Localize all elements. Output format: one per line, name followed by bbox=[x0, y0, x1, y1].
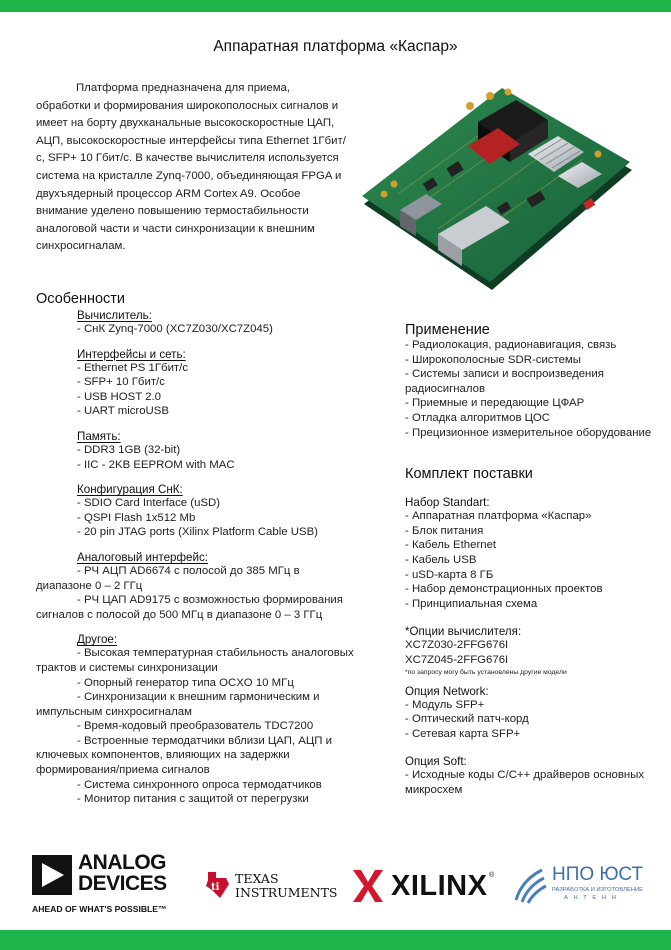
list-item: - Синхронизации к внешним гармоническим и импульсным синхросигналам bbox=[36, 691, 320, 718]
list-item: - SFP+ 10 Гбит/с bbox=[77, 376, 165, 389]
xilinx-x-icon bbox=[353, 870, 383, 902]
features-group-memory bbox=[36, 430, 356, 472]
xilinx-registered-mark: ® bbox=[489, 872, 495, 879]
list-item: - SDIO Card Interface (uSD) bbox=[77, 497, 221, 510]
list-item: - Приемные и передающие ЦФАР bbox=[405, 397, 585, 410]
list-item: - Время-кодовый преобразователь TDC7200 bbox=[77, 720, 314, 733]
features-section bbox=[36, 291, 356, 807]
intro-text: Платформа предназначена для приема, обработки и формирования широкополосных сигналов и имеет на борту двухканальные высокоскоростные ЦАП, АЦП, высокоскоростные интерфейсы типа Ethernet 1Гбит/с, SFP+ 10 Гбит/с. В качестве вычислителя используется система на кристалле Zynq-7000, объединяющая FPGA и двухъядерный процессор ARM Cortex A9. Особое внимание уделено повышению термостабильности аналоговой части и части синхронизации к внешним синхросигналам. bbox=[36, 82, 346, 253]
features-group-title: Интерфейсы и сеть: bbox=[77, 347, 186, 361]
list-item: - Кабель Ethernet bbox=[405, 539, 497, 552]
kit-standard-title: Набор Standart: bbox=[405, 496, 490, 510]
list-item: - Системы записи и воспроизведения радиосигналов bbox=[405, 368, 604, 395]
list-item: - Модуль SFP+ bbox=[405, 698, 485, 711]
features-heading: Особенности bbox=[36, 291, 126, 307]
analog-devices-tagline: AHEAD OF WHAT'S POSSIBLE™ bbox=[32, 904, 167, 914]
right-column bbox=[405, 322, 655, 797]
analog-devices-triangle-icon bbox=[32, 855, 72, 895]
kit-cpu-note: *по запросу могу быть установлены другие модели bbox=[405, 668, 567, 676]
list-item: - 20 pin JTAG ports (Xilinx Platform Cable USB) bbox=[77, 526, 318, 539]
bottom-accent-bar bbox=[0, 930, 671, 950]
features-group-other bbox=[36, 633, 356, 807]
features-group-interfaces bbox=[36, 348, 356, 419]
page-title: Аппаратная платформа «Каспар» bbox=[213, 38, 458, 55]
list-item: - Прецизионное измерительное оборудование bbox=[405, 426, 652, 439]
features-group-title: Конфигурация СнК: bbox=[77, 483, 183, 497]
list-item: - Блок питания bbox=[405, 524, 484, 537]
features-group-title: Аналоговый интерфейс: bbox=[77, 550, 208, 564]
features-group-title: Память: bbox=[77, 429, 121, 443]
top-accent-bar bbox=[0, 0, 671, 12]
kit-heading: Комплект поставки bbox=[405, 466, 533, 483]
analog-devices-line1: ANALOG bbox=[78, 851, 166, 874]
intro-paragraph bbox=[36, 80, 346, 256]
list-item: - UART microUSB bbox=[77, 405, 169, 418]
npo-yust-wordmark: НПО ЮСТ bbox=[552, 864, 644, 885]
list-item: - QSPI Flash 1x512 Mb bbox=[77, 511, 196, 524]
list-item: - Встроенные термодатчики вблизи ЦАП, АЦП и ключевых компонентов, влияющих на задержки формирования/приема сигналов bbox=[36, 734, 333, 777]
list-item: XC7Z030-2FFG676I bbox=[405, 639, 509, 652]
texas-instruments-logo bbox=[204, 868, 338, 904]
features-group-analog bbox=[36, 551, 356, 622]
list-item: - Оптический патч-корд bbox=[405, 713, 529, 726]
list-item: - Высокая температурная стабильность аналоговых трактов и системы синхронизации bbox=[36, 647, 354, 674]
svg-text:ti: ti bbox=[211, 882, 220, 893]
board-photo bbox=[358, 84, 638, 299]
list-item: - Монитор питания с защитой от перегрузки bbox=[77, 793, 309, 806]
list-item: - IIC - 2KB EEPROM with MAC bbox=[77, 458, 235, 471]
features-group-config bbox=[36, 483, 356, 540]
analog-devices-logo bbox=[32, 852, 182, 918]
texas-instruments-line1: TEXAS bbox=[235, 871, 279, 886]
list-item: - Отладка алгоритмов ЦОС bbox=[405, 411, 550, 424]
list-item: XC7Z045-2FFG676I bbox=[405, 653, 509, 666]
list-item: - РЧ АЦП AD6674 с полосой до 385 МГц в диапазоне 0 – 2 ГГц bbox=[36, 564, 300, 592]
texas-instruments-state-icon bbox=[204, 870, 230, 900]
list-item: - Опорный генератор типа OCXO 10 МГц bbox=[77, 676, 294, 689]
list-item: - uSD-карта 8 ГБ bbox=[405, 568, 494, 581]
list-item: - Принципиальная схема bbox=[405, 597, 538, 610]
kit-cpu-title: *Опции вычислителя: bbox=[405, 625, 522, 639]
list-item: - Система синхронного опроса термодатчиков bbox=[77, 778, 322, 791]
list-item: - Набор демонстрационных проектов bbox=[405, 583, 603, 596]
npo-yust-wave-icon bbox=[512, 866, 548, 904]
xilinx-logo bbox=[353, 868, 498, 904]
list-item: - РЧ ЦАП AD9175 с возможностью формирования сигналов с полосой до 500 МГц в диапазоне 0 – 3 ГГц bbox=[36, 594, 343, 621]
list-item: - Исходные коды C/C++ драйверов основных микросхем bbox=[405, 769, 645, 796]
features-group-title: Вычислитель: bbox=[77, 309, 152, 322]
applications-heading: Применение bbox=[405, 322, 490, 338]
list-item: - СнК Zynq-7000 (XC7Z030/XC7Z045) bbox=[77, 323, 273, 335]
analog-devices-line2: DEVICES bbox=[78, 872, 167, 895]
kit-network-title: Опция Network: bbox=[405, 684, 489, 698]
features-group-cpu bbox=[36, 309, 356, 337]
xilinx-wordmark: XILINX bbox=[391, 870, 488, 902]
npo-yust-line1: РАЗРАБОТКА И ИЗГОТОВЛЕНИЕ bbox=[552, 887, 644, 893]
list-item: - DDR3 1GB (32-bit) bbox=[77, 443, 181, 456]
npo-yust-line2: А Н Т Е Н Н bbox=[564, 895, 618, 901]
list-item: - Кабель USB bbox=[405, 553, 477, 566]
list-item: - Радиолокация, радионавигация, связь bbox=[405, 339, 617, 351]
texas-instruments-line2: INSTRUMENTS bbox=[235, 885, 338, 900]
npo-yust-logo bbox=[512, 864, 657, 908]
list-item: - Аппаратная платформа «Каспар» bbox=[405, 510, 592, 523]
kit-soft-title: Опция Soft: bbox=[405, 755, 467, 769]
list-item: - USB HOST 2.0 bbox=[77, 390, 161, 403]
list-item: - Широкополосные SDR-системы bbox=[405, 353, 581, 366]
list-item: - Ethernet PS 1Гбит/с bbox=[77, 361, 189, 374]
features-group-title: Другое: bbox=[77, 633, 118, 647]
list-item: - Сетевая карта SFP+ bbox=[405, 727, 521, 740]
